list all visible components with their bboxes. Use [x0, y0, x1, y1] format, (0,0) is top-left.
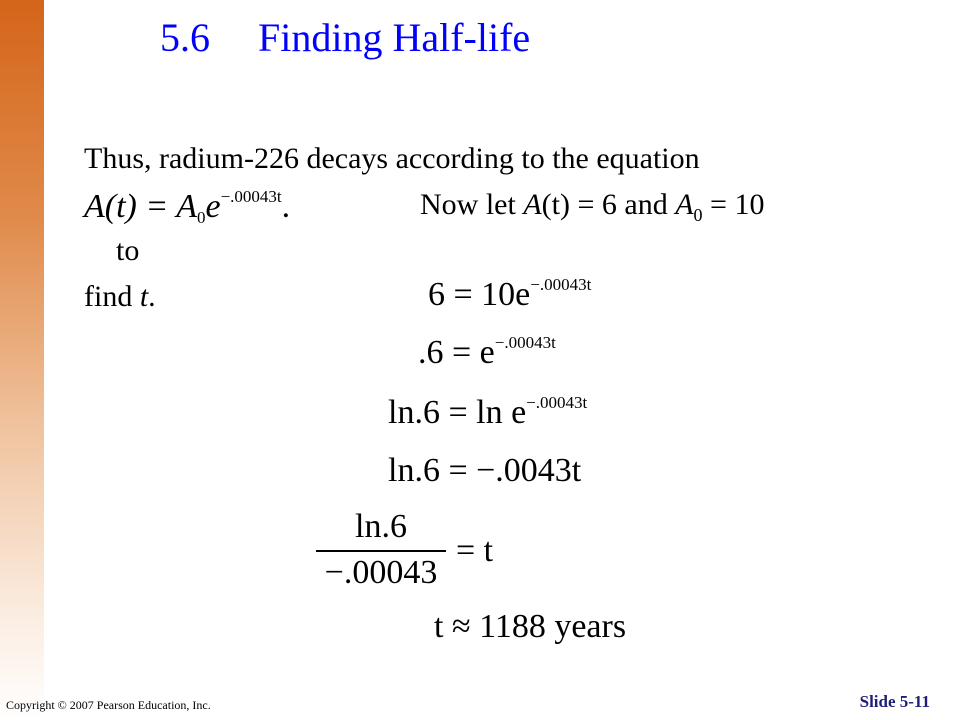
slide-number: Slide 5-11	[859, 692, 930, 711]
slide-left-accent-bar	[0, 0, 44, 720]
eq-6-and: = 6 and	[569, 188, 676, 221]
paren-t: (t)	[541, 188, 570, 221]
eq3-lhs: ln.6 = ln e	[388, 394, 527, 431]
title-text: Finding Half-life	[258, 15, 531, 60]
fraction-numerator: ln.6	[355, 508, 407, 545]
A-symbol: A	[523, 188, 542, 221]
model-lhs: A(t) = A	[84, 188, 197, 225]
eq1-exponent: −.00043t	[530, 275, 592, 294]
A0-subscript: 0	[693, 205, 703, 225]
body-find-t	[84, 280, 156, 314]
eq2-lhs: .6 = e	[418, 334, 495, 371]
t-symbol: t	[139, 280, 149, 313]
body-to: to	[116, 234, 140, 267]
body-now-let	[420, 188, 764, 226]
now-let-text: Now let	[420, 188, 524, 221]
fraction	[316, 508, 446, 592]
result-equation: t ≈ 1188 years	[434, 608, 627, 645]
equation-3	[388, 394, 587, 432]
model-period: .	[281, 188, 291, 225]
body-line-1: Thus, radium-226 decays according to the equation	[84, 142, 700, 175]
decay-model-equation	[84, 188, 290, 226]
period: .	[148, 280, 156, 313]
fraction-rhs: = t	[456, 532, 494, 569]
fraction-denominator: −.00043	[324, 554, 438, 591]
copyright-notice: Copyright © 2007 Pearson Education, Inc.	[6, 698, 211, 712]
model-e: e	[205, 188, 221, 225]
equation-4: ln.6 = −.0043t	[388, 452, 582, 489]
find-text: find	[84, 280, 140, 313]
slide-title	[160, 14, 530, 61]
model-sub: 0	[196, 208, 206, 227]
eq2-exponent: −.00043t	[494, 333, 556, 352]
eq1-lhs: 6 = 10e	[428, 276, 531, 313]
equation-2	[418, 334, 556, 372]
eq-10: = 10	[702, 188, 765, 221]
model-exponent: −.00043t	[220, 187, 282, 206]
A0-symbol: A	[675, 188, 694, 221]
eq3-exponent: −.00043t	[526, 393, 588, 412]
section-number: 5.6	[160, 15, 210, 60]
equation-1	[428, 276, 591, 314]
